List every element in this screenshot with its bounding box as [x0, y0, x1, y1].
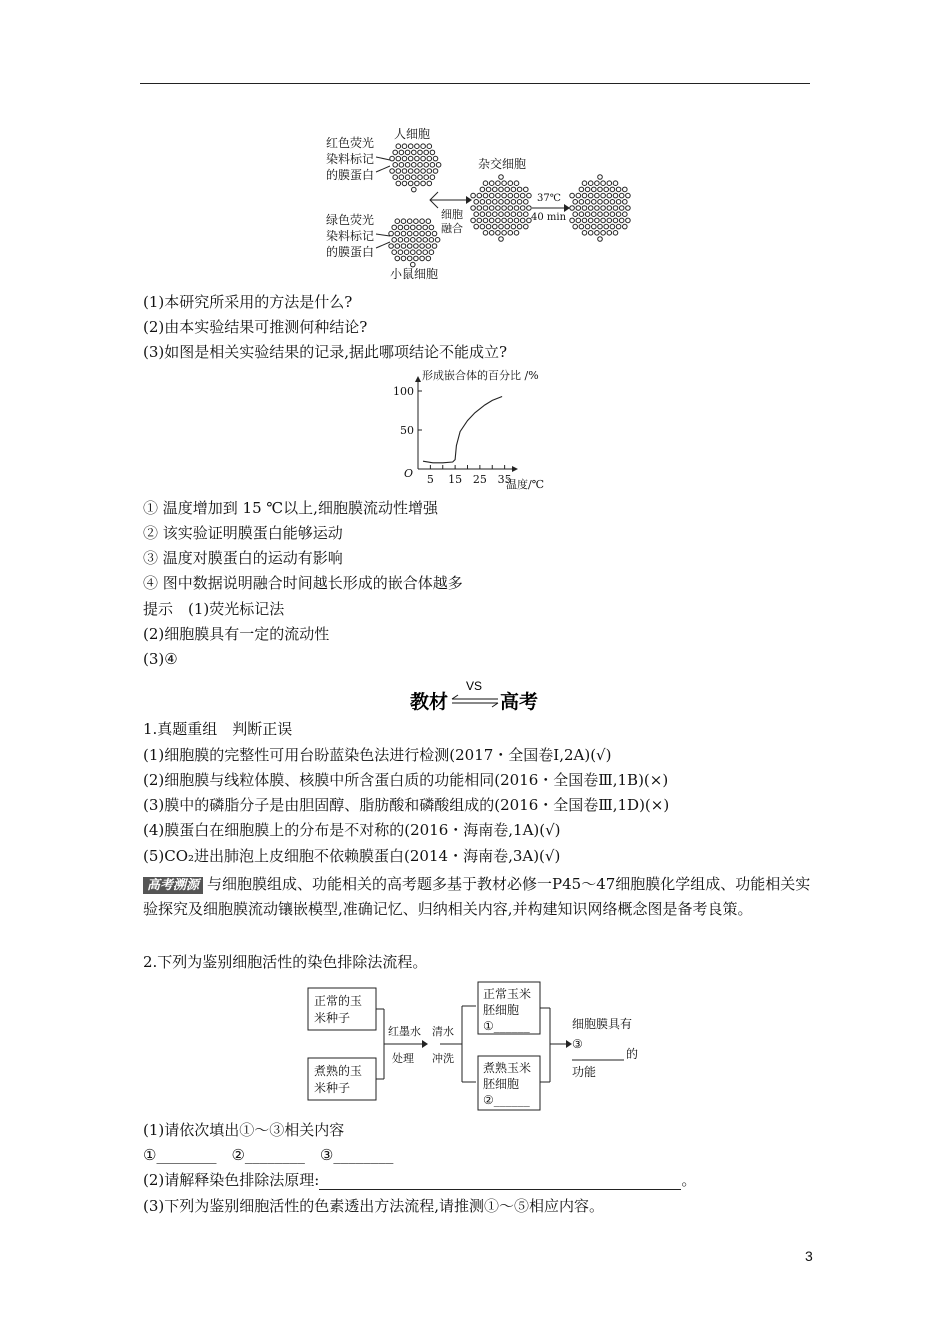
- chart-x-arrow: [512, 466, 518, 472]
- chart-xtick-label-5: 5: [426, 473, 434, 486]
- exam-source-tag: 高考溯源: [143, 877, 203, 894]
- flow-concl-line1: 细胞膜具有: [572, 1017, 633, 1031]
- fill-blanks-1: ①________ ②________ ③________: [143, 1146, 394, 1164]
- hybrid-cell-cluster: [471, 175, 531, 242]
- exam-source-paragraph: [143, 872, 813, 922]
- chart-ytick-label-50: 50: [400, 424, 414, 437]
- header-rule: [140, 83, 810, 84]
- judge-1: (1)细胞膜的完整性可用台盼蓝染色法进行检测(2017・全国卷Ⅰ,2A)(√): [143, 746, 612, 764]
- flow-step1-line1: 红墨水: [388, 1025, 421, 1038]
- time-condition: 40 min: [531, 212, 567, 223]
- cell-fusion-figure: [318, 120, 638, 285]
- judge-2: (2)细胞膜与线粒体膜、核膜中所含蛋白质的功能相同(2016・全国卷Ⅲ,1B)(×): [143, 771, 669, 789]
- hybrid-cell-label: 杂交细胞: [478, 157, 527, 171]
- flow-step2-line1: 清水: [432, 1025, 454, 1038]
- chart-xlabel: 温度/℃: [506, 478, 545, 491]
- chart-xtick-label-35: 35: [497, 473, 512, 486]
- judge-5: (5)CO₂进出肺泡上皮细胞不依赖膜蛋白(2014・海南卷,3A)(√): [143, 847, 561, 865]
- fusion-label-2: 融合: [441, 222, 463, 235]
- fusion-label-1: 细胞: [441, 208, 463, 221]
- flow-concl-de: 的: [626, 1047, 639, 1061]
- flow-box2-line1: 煮熟的玉: [314, 1064, 363, 1078]
- option-1: ① 温度增加到 15 ℃以上,细胞膜流动性增强: [143, 499, 438, 517]
- flow-step1-line2: 处理: [392, 1052, 414, 1065]
- fill-question-1: (1)请依次填出①～③相关内容: [143, 1121, 345, 1139]
- answer-blank[interactable]: [319, 1173, 681, 1190]
- question-3: (3)如图是相关实验结果的记录,据此哪项结论不能成立?: [143, 343, 508, 361]
- flow-concl-line3: 功能: [572, 1065, 597, 1079]
- chart-ylabel: 形成嵌合体的百分比 /%: [422, 369, 539, 382]
- chart-origin: O: [404, 467, 414, 480]
- section-2-title: 2.下列为鉴别细胞活性的染色排除法流程。: [143, 953, 428, 971]
- chart-y-arrow: [415, 376, 421, 382]
- red-label-1: 红色荧光: [326, 136, 375, 150]
- page-number: 3: [805, 1248, 813, 1264]
- hybrid-cell-after-cluster: [570, 175, 630, 242]
- green-label-1: 绿色荧光: [326, 213, 375, 227]
- exam-source-text: 与细胞膜组成、功能相关的高考题多基于教材必修一P45～47细胞膜化学组成、功能相关实验探究及细胞膜流动镶嵌模型,准确记忆、归纳相关内容,并构建知识网络概念图是备考良策。: [143, 875, 811, 918]
- flow-res2-blank: ②______: [483, 1093, 530, 1107]
- option-3: ③ 温度对膜蛋白的运动有影响: [143, 549, 343, 567]
- banner-left: 教材: [410, 691, 449, 713]
- hint: 提示 (1)荧光标记法: [143, 600, 285, 618]
- judge-3: (3)膜中的磷脂分子是由胆固醇、脂肪酸和磷酸组成的(2016・全国卷Ⅲ,1D)(×): [143, 796, 670, 814]
- question-2: (2)由本实验结果可推测何种结论?: [143, 318, 368, 336]
- dye-exclusion-flowchart: [300, 980, 670, 1115]
- flow-res1-line2: 胚细胞: [483, 1003, 520, 1017]
- mouse-cell-cluster: [389, 219, 440, 267]
- green-label-2: 染料标记: [326, 229, 375, 243]
- flow-concl-marker: ③: [572, 1037, 583, 1051]
- flow-res1-blank: ①______: [483, 1019, 530, 1033]
- flow-box1-line1: 正常的玉: [314, 994, 363, 1008]
- banner-right: 高考: [500, 691, 539, 713]
- flow-res2-line1: 煮熟玉米: [483, 1061, 532, 1075]
- answer-3: (3)④: [143, 650, 178, 668]
- judge-4: (4)膜蛋白在细胞膜上的分布是不对称的(2016・海南卷,1A)(√): [143, 821, 561, 839]
- temp-condition: 37℃: [537, 193, 561, 204]
- human-cell-cluster: [390, 144, 441, 192]
- fill-question-2-text: (2)请解释染色排除法原理:: [143, 1171, 320, 1189]
- green-label-3: 的膜蛋白: [326, 245, 375, 259]
- banner-vs: VS: [466, 679, 483, 693]
- chart-xtick-label-25: 25: [472, 473, 487, 486]
- flow-box1-line2: 米种子: [314, 1011, 351, 1025]
- chart-xtick-label-15: 15: [448, 473, 463, 486]
- option-4: ④ 图中数据说明融合时间越长形成的嵌合体越多: [143, 574, 463, 592]
- chimera-temperature-chart: [380, 365, 580, 497]
- fill-question-2-end: 。: [681, 1171, 697, 1189]
- question-1: (1)本研究所采用的方法是什么?: [143, 293, 353, 311]
- red-label-2: 染料标记: [326, 152, 375, 166]
- flow-step2-line2: 冲洗: [432, 1052, 454, 1065]
- red-label-3: 的膜蛋白: [326, 168, 375, 182]
- chart-series-line: [423, 397, 502, 463]
- option-2: ② 该实验证明膜蛋白能够运动: [143, 524, 343, 542]
- textbook-vs-exam-banner: [380, 676, 580, 716]
- flow-res2-line2: 胚细胞: [483, 1077, 520, 1091]
- flow-box2-line2: 米种子: [314, 1081, 351, 1095]
- flow-res1-line1: 正常玉米: [483, 987, 532, 1001]
- chart-ytick-label-100: 100: [393, 385, 414, 398]
- answer-2: (2)细胞膜具有一定的流动性: [143, 625, 330, 643]
- fill-question-2: [143, 1170, 696, 1190]
- mouse-cell-label: 小鼠细胞: [390, 267, 439, 281]
- section-1-title: 1.真题重组 判断正误: [143, 720, 293, 738]
- human-cell-label: 人细胞: [394, 127, 431, 141]
- fill-question-3: (3)下列为鉴别细胞活性的色素透出方法流程,请推测①～⑤相应内容。: [143, 1197, 605, 1215]
